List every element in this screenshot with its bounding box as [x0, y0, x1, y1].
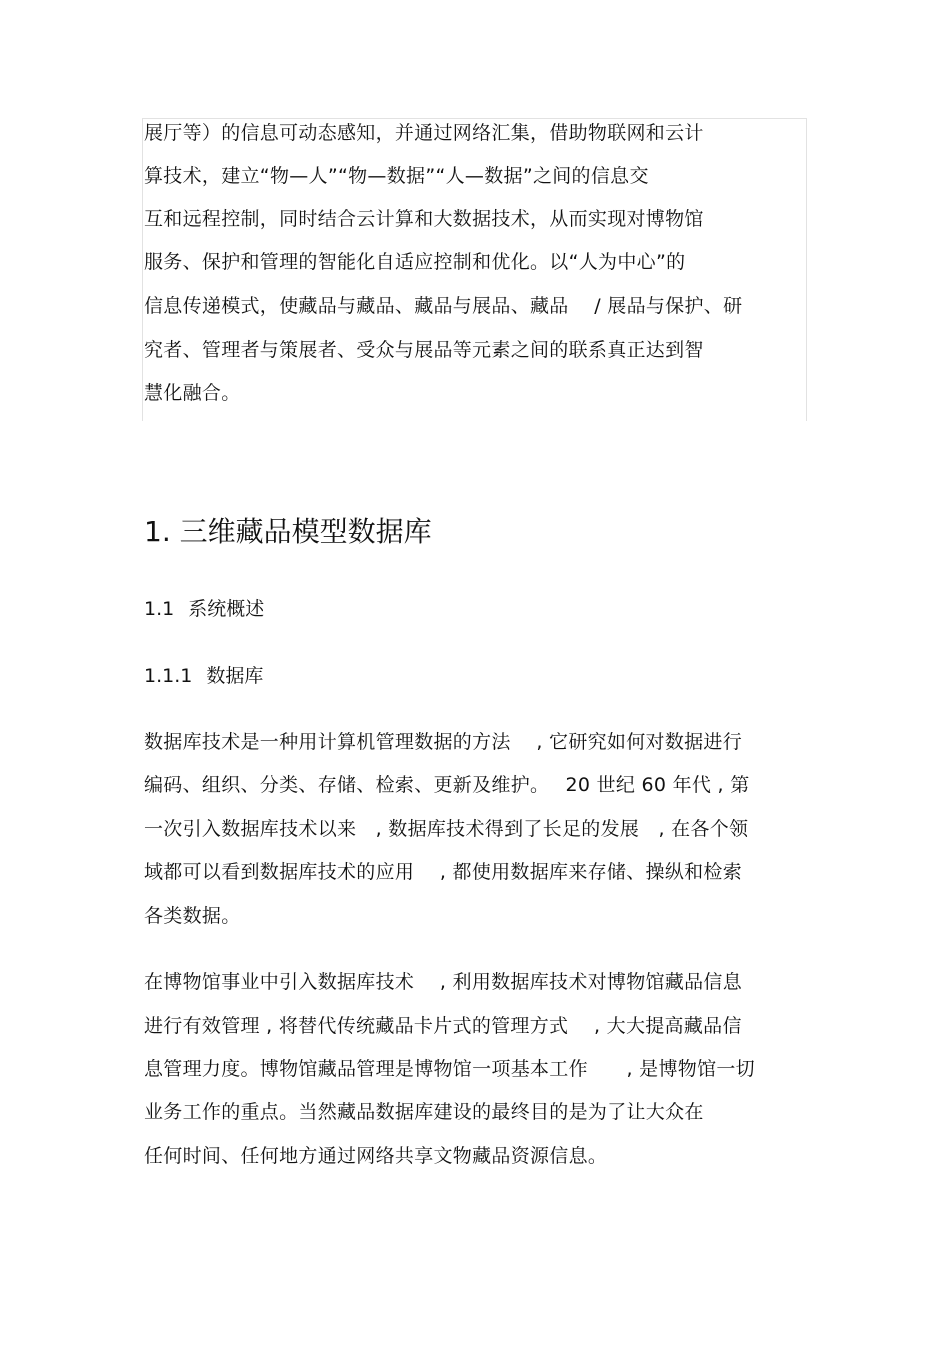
intro-paragraph-line: 信息传递模式，使藏品与藏品、藏品与展品、藏品 / 展品与保护、研 [144, 295, 743, 317]
paragraph-2-line: 在博物馆事业中引入数据库技术 , 利用数据库技术对博物馆藏品信息 [144, 971, 743, 993]
section-1-heading: 1. 三维藏品模型数据库 [144, 515, 432, 548]
paragraph-1-line: 编码、组织、分类、存储、检索、更新及维护。 20 世纪 60 年代 , 第 [144, 774, 750, 796]
paragraph-2-line: 息管理力度。博物馆藏品管理是博物馆一项基本工作 , 是博物馆一切 [144, 1058, 755, 1080]
paragraph-1-line: 数据库技术是一种用计算机管理数据的方法 , 它研究如何对数据进行 [144, 731, 743, 753]
section-1-1-1-number: 1.1.1 [144, 665, 193, 687]
intro-paragraph-line: 服务、保护和管理的智能化自适应控制和优化。以“人为中心”的 [144, 251, 686, 273]
intro-paragraph-line: 究者、管理者与策展者、受众与展品等元素之间的联系真正达到智 [144, 339, 704, 361]
section-1-1-number: 1.1 [144, 598, 175, 620]
intro-paragraph-line: 互和远程控制，同时结合云计算和大数据技术，从而实现对博物馆 [144, 208, 704, 230]
section-1-1-1-heading [144, 664, 263, 688]
intro-paragraph-line: 算技术，建立“物—人”“物—数据”“人—数据”之间的信息交 [144, 165, 649, 187]
intro-paragraph-line: 慧化融合。 [144, 382, 241, 404]
section-1-1-title: 系统概述 [188, 598, 265, 620]
paragraph-1-line: 域都可以看到数据库技术的应用 , 都使用数据库来存储、操纵和检索 [144, 861, 743, 883]
paragraph-1-line: 一次引入数据库技术以来 , 数据库技术得到了长足的发展 , 在各个领 [144, 818, 749, 840]
intro-paragraph-line: 展厅等）的信息可动态感知，并通过网络汇集，借助物联网和云计 [144, 122, 704, 144]
paragraph-2-line: 业务工作的重点。当然藏品数据库建设的最终目的是为了让大众在 [144, 1101, 704, 1123]
section-1-1-heading [144, 597, 264, 621]
paragraph-2-line: 进行有效管理 , 将替代传统藏品卡片式的管理方式 , 大大提高藏品信 [144, 1015, 742, 1037]
section-1-1-1-title: 数据库 [206, 665, 264, 687]
paragraph-2-line: 任何时间、任何地方通过网络共享文物藏品资源信息。 [144, 1145, 608, 1167]
paragraph-1-line: 各类数据。 [144, 905, 241, 927]
